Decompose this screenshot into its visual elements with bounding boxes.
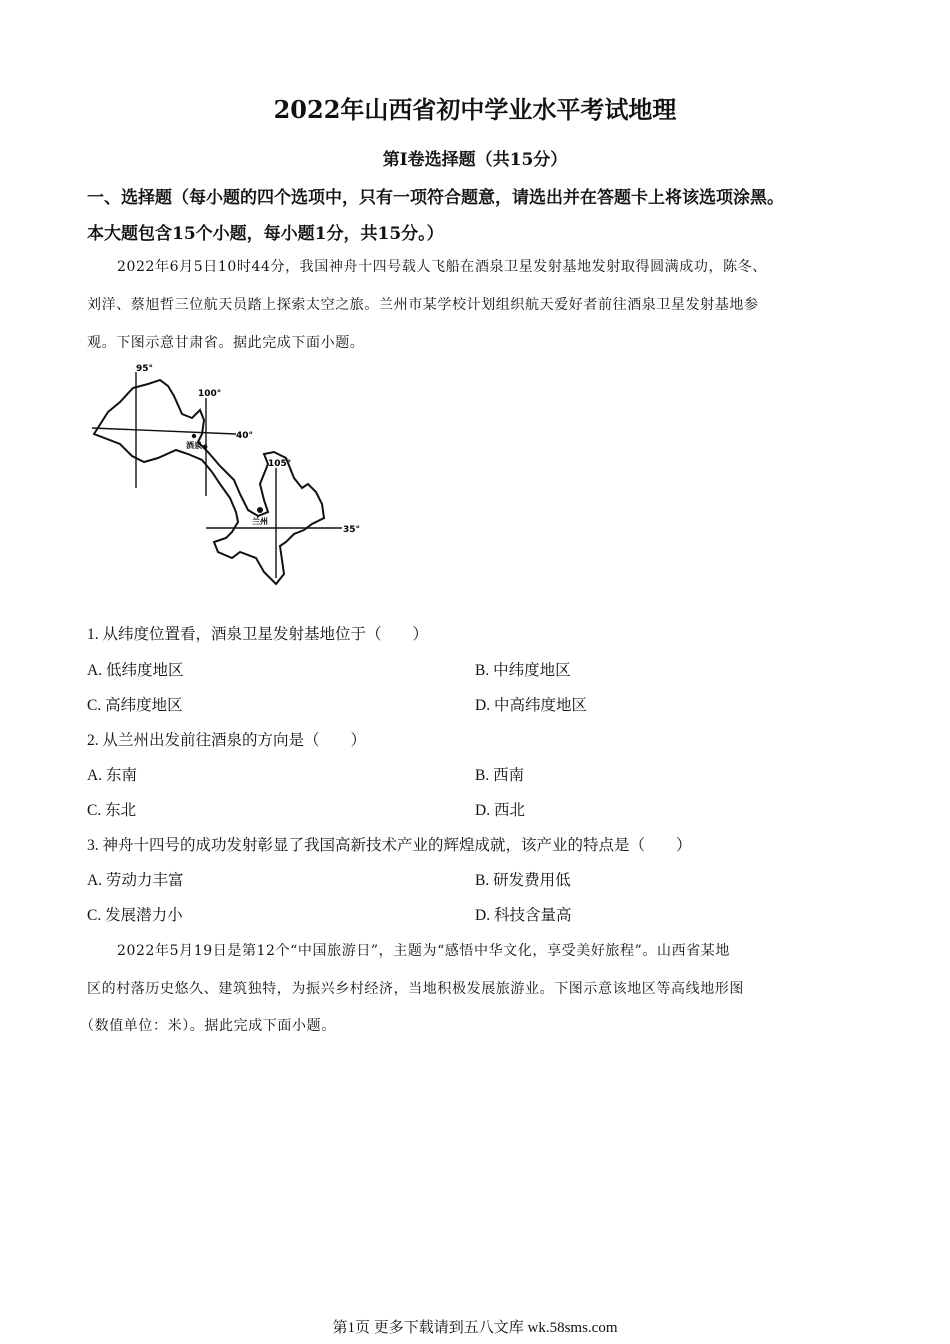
passage-2-line: 区的村落历史悠久、建筑独特，为振兴乡村经济，当地积极发展旅游业。下图示意该地区等高线地形图 <box>87 981 744 997</box>
section-subtitle: 第Ⅰ卷选择题（共15分） <box>382 150 568 170</box>
question-1-option-c[interactable]: C. 高纬度地区 <box>87 697 183 714</box>
section-instruction-line-2: 本大题包含15个小题，每小题1分，共15分。） <box>87 224 444 244</box>
lon-label-100: 100° <box>198 389 222 399</box>
question-3-option-a[interactable]: A. 劳动力丰富 <box>87 872 184 889</box>
question-1-option-a[interactable]: A. 低纬度地区 <box>87 662 184 679</box>
parallel-40 <box>92 428 236 434</box>
question-1-stem: 1. 从纬度位置看，酒泉卫星发射基地位于（ ） <box>87 626 429 643</box>
question-3-option-b[interactable]: B. 研发费用低 <box>475 872 571 889</box>
question-2-option-a[interactable]: A. 东南 <box>87 767 137 784</box>
question-2-option-b[interactable]: B. 西南 <box>475 767 525 784</box>
passage-2-line: （数值单位：米）。据此完成下面小题。 <box>80 1018 336 1034</box>
question-1-option-b[interactable]: B. 中纬度地区 <box>475 662 571 679</box>
question-2-option-d[interactable]: D. 西北 <box>475 802 525 819</box>
page-footer: 第1页 更多下载请到五八文库 wk.58sms.com <box>332 1320 618 1336</box>
question-1-option-d[interactable]: D. 中高纬度地区 <box>475 697 587 714</box>
passage-2-line: 2022年5月19日是第12个“中国旅游日”，主题为“感悟中华文化，享受美好旅程”。山西省某地 <box>117 943 730 959</box>
gansu-province-map <box>88 362 378 590</box>
jiuquan-marker <box>192 434 196 438</box>
lanzhou-marker <box>257 507 263 513</box>
city-label-jiuquan: 酒泉 <box>186 441 202 450</box>
question-3-option-d[interactable]: D. 科技含量高 <box>475 907 572 924</box>
page-title: 2022年山西省初中学业水平考试地理 <box>273 95 677 124</box>
question-3-option-c[interactable]: C. 发展潜力小 <box>87 907 183 924</box>
satellite-base-marker <box>203 445 208 450</box>
passage-1-line: 观。下图示意甘肃省。据此完成下面小题。 <box>87 335 365 351</box>
question-3-stem: 3. 神舟十四号的成功发射彰显了我国高新技术产业的辉煌成就，该产业的特点是（ ） <box>87 837 692 854</box>
province-outline <box>94 380 324 584</box>
question-2-stem: 2. 从兰州出发前往酒泉的方向是（ ） <box>87 732 367 749</box>
lon-label-95: 95° <box>136 364 154 374</box>
question-2-option-c[interactable]: C. 东北 <box>87 802 137 819</box>
passage-1-line: 刘洋、蔡旭哲三位航天员踏上探索太空之旅。兰州市某学校计划组织航天爱好者前往酒泉卫星发射基地参 <box>87 297 759 313</box>
lon-label-105: 105° <box>268 459 292 469</box>
section-instruction-line-1: 一、选择题（每小题的四个选项中，只有一项符合题意，请选出并在答题卡上将该选项涂黑。 <box>87 188 784 208</box>
lat-label-35: 35° <box>343 525 361 535</box>
passage-1-line: 2022年6月5日10时44分，我国神舟十四号载人飞船在酒泉卫星发射基地发射取得圆满成功，陈冬、 <box>117 259 767 275</box>
city-label-lanzhou: 兰州 <box>252 517 268 526</box>
lat-label-40: 40° <box>236 431 254 441</box>
